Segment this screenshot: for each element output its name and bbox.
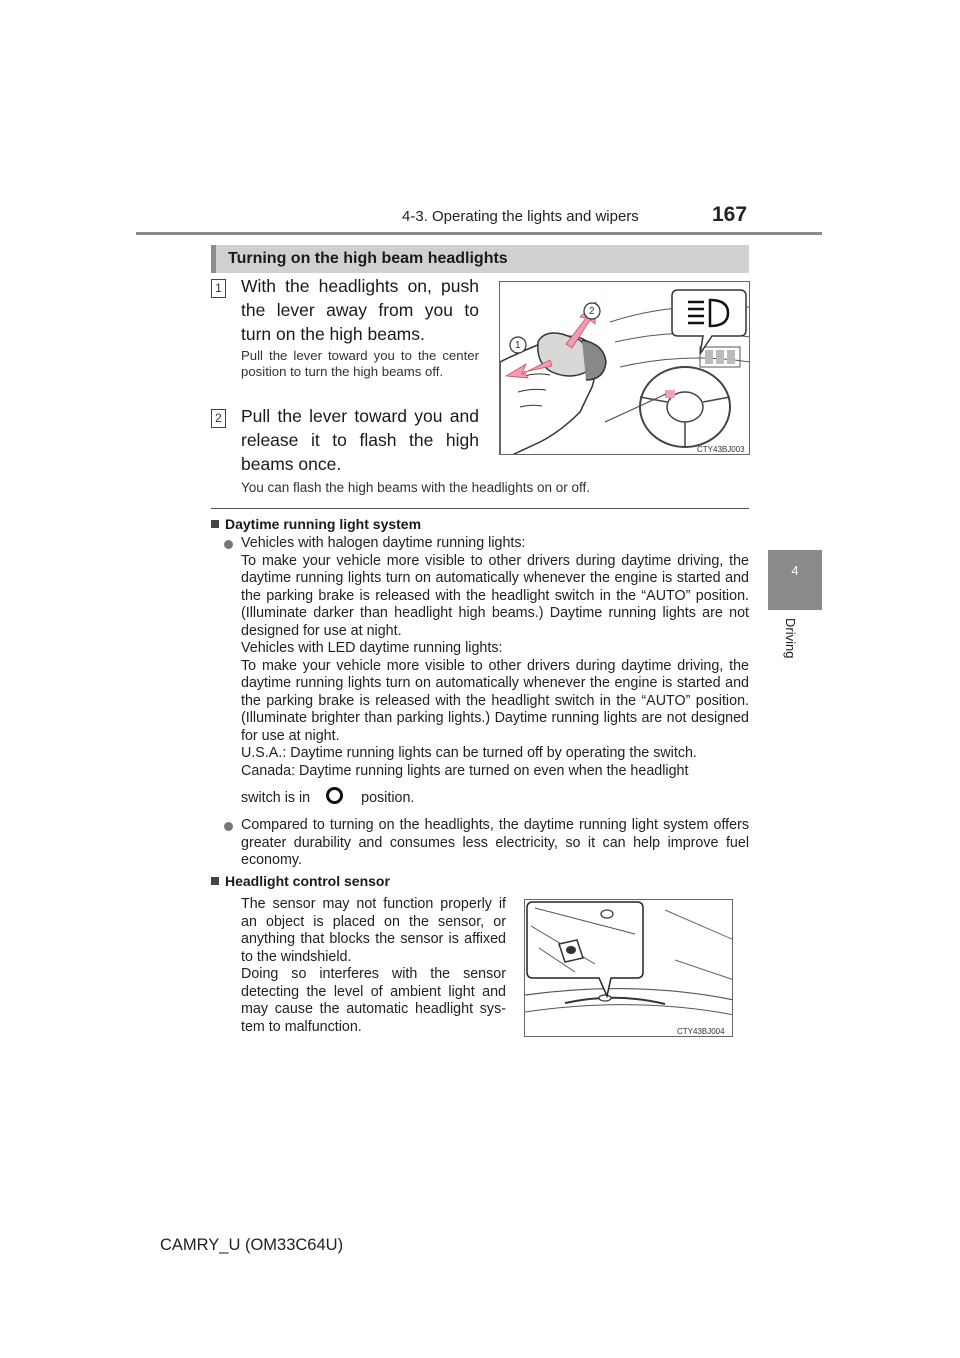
step-1-text: With the headlights on, push the lever away from you to turn on the high beams. bbox=[241, 276, 479, 344]
step-1-note: Pull the lever toward you to the center position to turn the high beams off. bbox=[241, 348, 479, 379]
divider bbox=[211, 508, 749, 509]
section-heading-text: Turning on the high beam headlights bbox=[228, 250, 508, 267]
drl-line: U.S.A.: Daytime running lights can be turned off by operating the switch. bbox=[241, 745, 697, 761]
drl-heading bbox=[211, 516, 421, 532]
drl-line: Canada: Daytime running lights are turned on even when the headlight bbox=[241, 762, 689, 779]
header-rule bbox=[136, 232, 822, 235]
switch-suffix: position. bbox=[361, 790, 415, 806]
chapter-label: Driving bbox=[783, 618, 798, 659]
sensor-heading bbox=[211, 873, 390, 889]
sensor-illustration bbox=[524, 899, 733, 1037]
chapter-number: 4 bbox=[791, 563, 799, 578]
bullet-icon bbox=[224, 822, 233, 831]
sensor-line: The sensor may not function properly if an object is placed on the sensor, or anything that blocks the sensor is affixed to the windshield. bbox=[241, 896, 506, 965]
square-bullet-icon bbox=[211, 520, 219, 528]
step-badge-1: 1 bbox=[211, 279, 226, 298]
callout-1: 1 bbox=[515, 340, 521, 351]
lever-drawing bbox=[500, 282, 750, 455]
sensor-heading-text: Headlight control sensor bbox=[225, 873, 390, 889]
drl-line: To make your vehicle more visible to other drivers during daytime driving, the daytime running lights turn on automatically whenever the engine is started and the parking brake is released with the headlight switch in the “AUTO” position. (Illuminate brighter than parking lights.) Daytime running lights are not designed for use at night. bbox=[241, 657, 749, 744]
square-bullet-icon bbox=[211, 877, 219, 885]
drl-bullet-2: Compared to turning on the headlights, the daytime running light system offers greater durability and consumes less electricity, so it can help improve fuel economy. bbox=[241, 817, 749, 868]
callout-2: 2 bbox=[589, 306, 595, 317]
section-heading bbox=[211, 245, 749, 273]
sensor-line: Doing so interferes with the sensor detecting the level of ambient light and may cause the automatic headlight sys-tem to malfunction. bbox=[241, 966, 506, 1035]
sensor-drawing bbox=[525, 900, 733, 1037]
drl-line: Vehicles with LED daytime running lights: bbox=[241, 640, 503, 656]
figure-1-code: CTY43BJ003 bbox=[697, 445, 745, 454]
document-code: CAMRY_U (OM33C64U) bbox=[160, 1236, 344, 1254]
switch-prefix: switch is in bbox=[241, 790, 311, 806]
section-title: 4-3. Operating the lights and wipers bbox=[402, 208, 639, 225]
drl-heading-text: Daytime running light system bbox=[225, 516, 422, 532]
page-number: 167 bbox=[712, 203, 748, 226]
drl-line: To make your vehicle more visible to other drivers during daytime driving, the daytime running lights turn on automatically whenever the engine is started and the parking brake is released with the headlight switch in the “AUTO” position. (Illuminate darker than headlight high beams.) Daytime running lights are not designed for use at night. bbox=[241, 552, 749, 639]
figure-2-code: CTY43BJ004 bbox=[677, 1027, 725, 1036]
drl-line: Vehicles with halogen daytime running lights: bbox=[241, 535, 526, 551]
step-badge-2: 2 bbox=[211, 409, 226, 428]
flash-note: You can flash the high beams with the headlights on or off. bbox=[241, 480, 590, 495]
drl-bullet-1 bbox=[241, 535, 749, 808]
sensor-text bbox=[241, 896, 506, 1036]
high-beam-lever-illustration bbox=[499, 281, 750, 455]
bullet-icon bbox=[224, 540, 233, 549]
step-2-text: Pull the lever toward you and release it to flash the high beams once. bbox=[241, 406, 479, 474]
parking-light-off-icon bbox=[326, 787, 343, 804]
chapter-tab bbox=[768, 550, 822, 610]
switch-line bbox=[241, 787, 749, 808]
